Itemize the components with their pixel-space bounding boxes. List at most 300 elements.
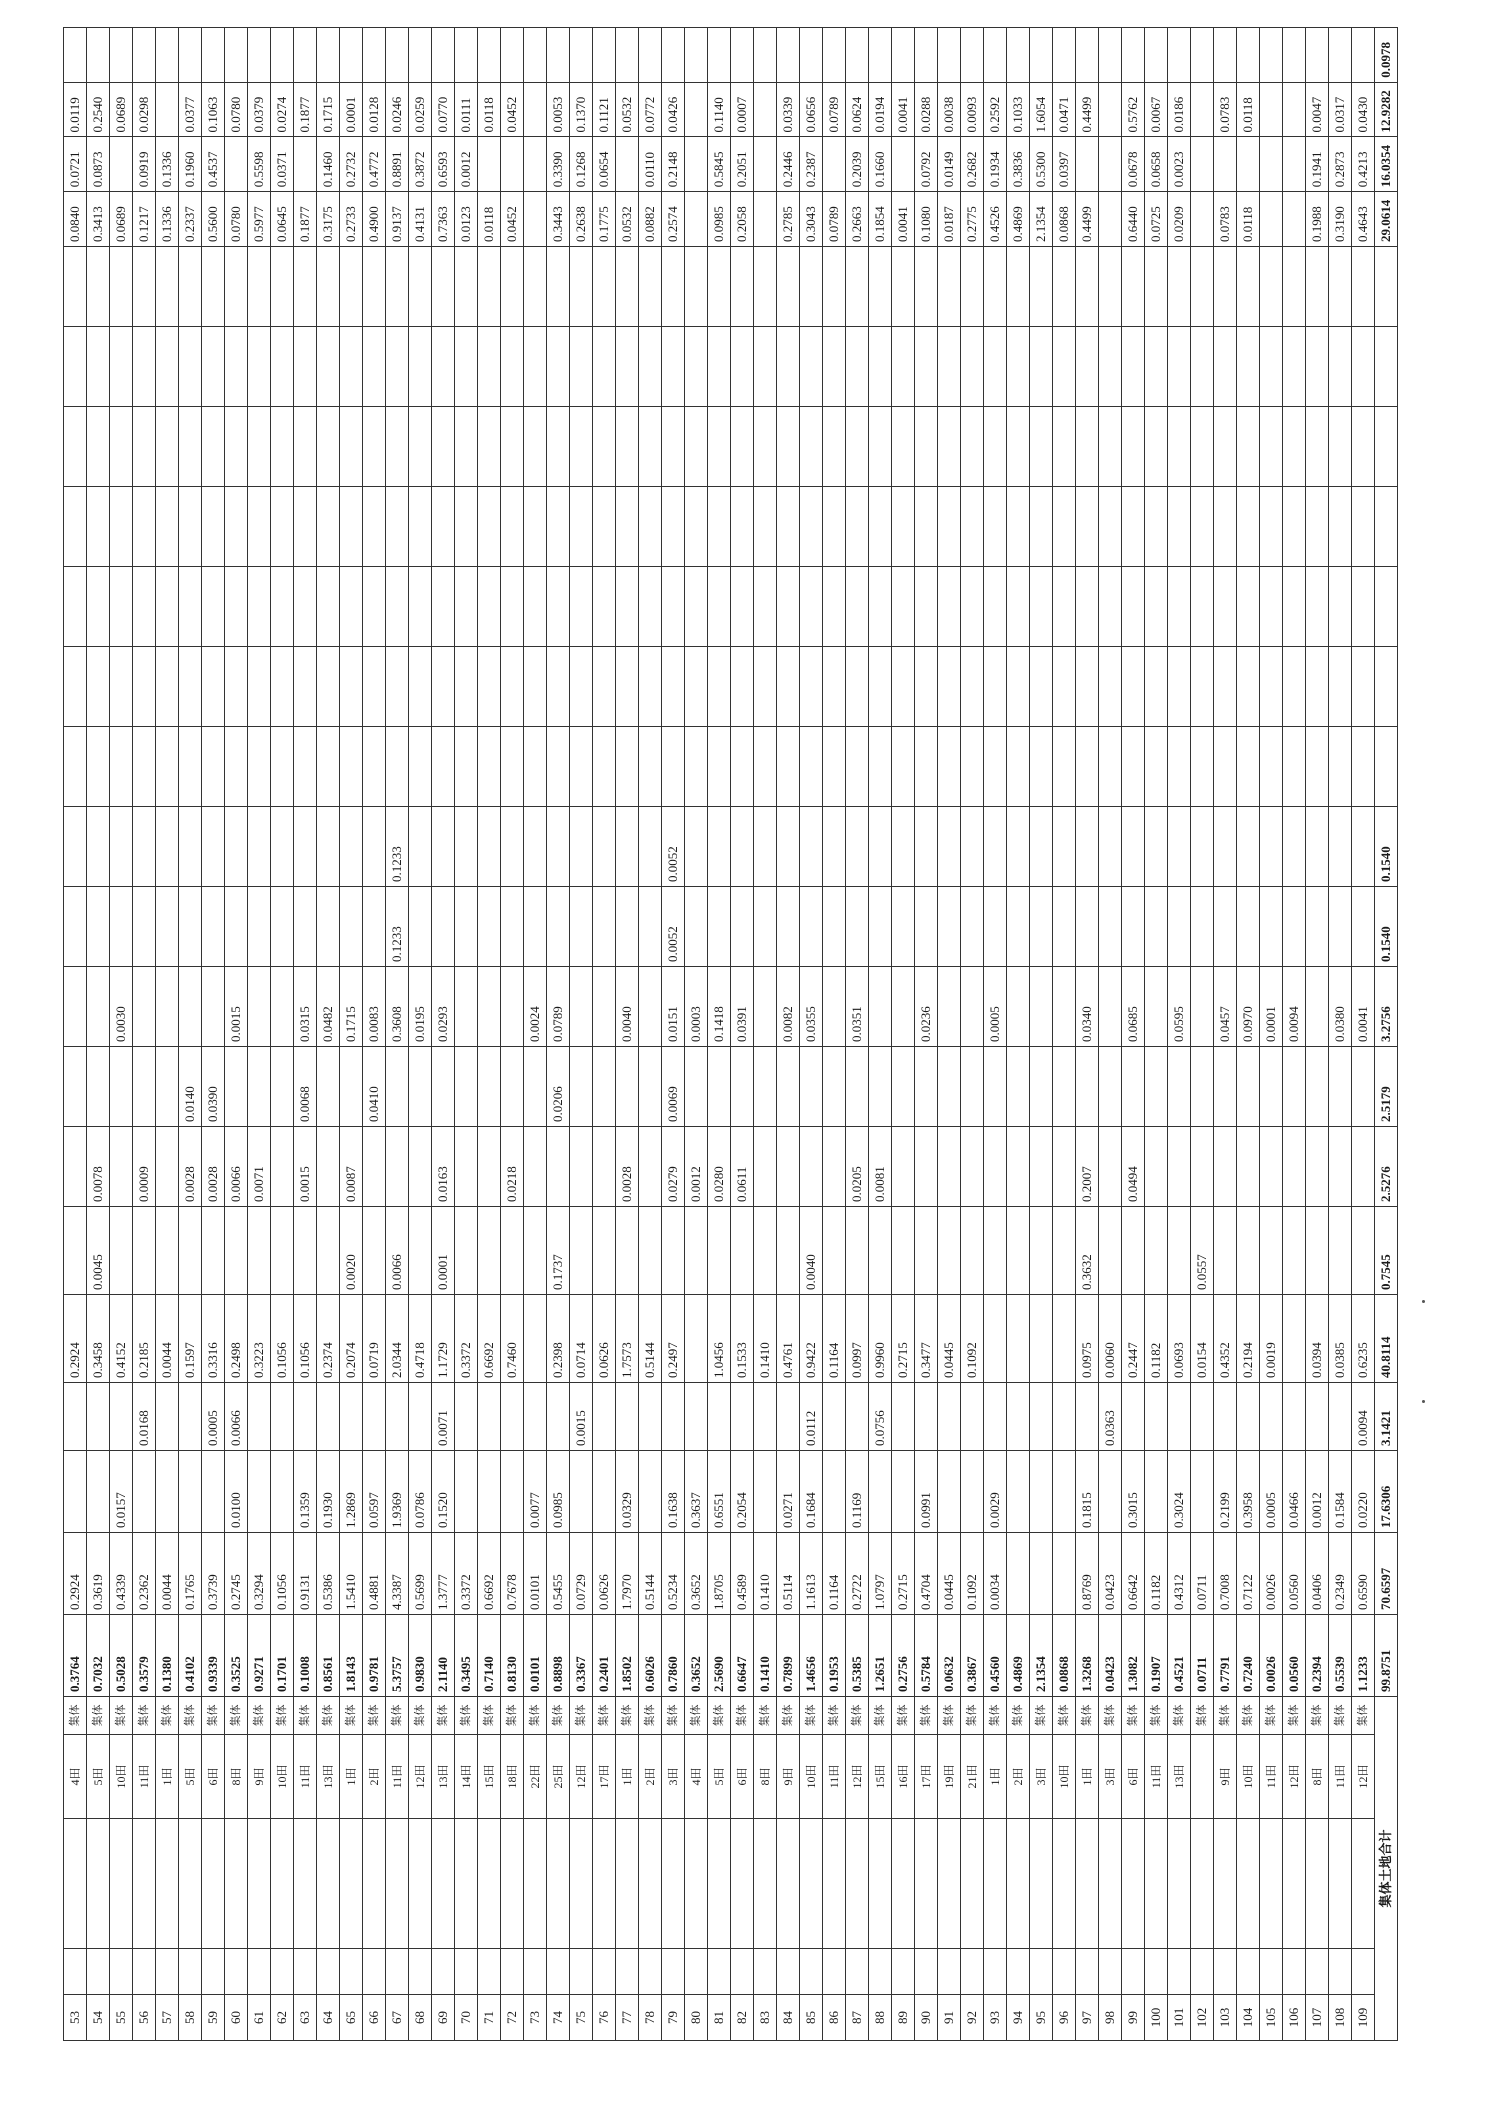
area-value-cell	[1352, 887, 1375, 967]
township-cell	[271, 1949, 294, 1995]
area-value-cell: 0.7140	[478, 1615, 501, 1697]
parcel-cell: 11田	[294, 1735, 317, 1819]
area-value-cell	[892, 1047, 915, 1127]
area-value-cell: 0.2148	[662, 137, 685, 192]
area-value-cell: 0.7860	[662, 1615, 685, 1697]
area-value-cell: 0.0101	[524, 1533, 547, 1615]
area-value-cell: 0.0052	[662, 887, 685, 967]
area-value-cell	[754, 407, 777, 487]
row-number-cell: 57	[156, 1995, 179, 2041]
area-value-cell	[777, 1127, 800, 1207]
area-value-cell	[524, 487, 547, 567]
area-value-cell	[271, 327, 294, 407]
row-number-cell: 91	[938, 1995, 961, 2041]
area-value-cell: 0.2722	[846, 1533, 869, 1615]
area-value-cell: 0.4312	[1168, 1533, 1191, 1615]
area-value-cell: 0.6692	[478, 1533, 501, 1615]
area-value-cell	[892, 1383, 915, 1451]
ownership-type-cell: 集体	[386, 1697, 409, 1735]
area-value-cell	[616, 807, 639, 887]
area-value-cell	[478, 247, 501, 327]
area-value-cell: 0.0991	[915, 1451, 938, 1533]
area-value-cell	[1329, 1383, 1352, 1451]
parcel-cell: 10田	[1237, 1735, 1260, 1819]
area-value-cell	[156, 887, 179, 967]
area-value-cell	[938, 647, 961, 727]
area-value-cell	[248, 487, 271, 567]
ownership-type-cell: 集体	[547, 1697, 570, 1735]
area-value-cell: 0.0595	[1168, 967, 1191, 1047]
area-value-cell: 2.1354	[1030, 1615, 1053, 1697]
area-value-cell: 0.0029	[984, 1451, 1007, 1533]
area-value-cell	[1007, 567, 1030, 647]
area-value-cell: 0.0030	[110, 967, 133, 1047]
area-value-cell	[1260, 327, 1283, 407]
parcel-cell: 13田	[1168, 1735, 1191, 1819]
area-value-cell	[156, 1127, 179, 1207]
area-value-cell	[478, 137, 501, 192]
area-value-cell	[1237, 327, 1260, 407]
village-cell	[915, 1819, 938, 1949]
area-value-cell	[271, 28, 294, 83]
area-value-cell: 0.0532	[616, 192, 639, 247]
area-value-cell: 0.3024	[1168, 1451, 1191, 1533]
area-value-cell: 0.2387	[800, 137, 823, 192]
area-value-cell: 0.0271	[777, 1451, 800, 1533]
area-value-cell	[455, 807, 478, 887]
row-number-cell: 67	[386, 1995, 409, 2041]
area-value-cell	[800, 28, 823, 83]
table-row	[662, 28, 685, 2041]
area-value-cell	[938, 247, 961, 327]
table-row	[1352, 28, 1375, 2041]
area-value-cell	[616, 28, 639, 83]
township-cell	[593, 1949, 616, 1995]
area-value-cell: 0.1056	[271, 1295, 294, 1383]
area-value-cell	[225, 327, 248, 407]
area-value-cell	[248, 887, 271, 967]
area-value-cell	[271, 567, 294, 647]
area-value-cell	[432, 28, 455, 83]
area-value-cell: 0.0689	[110, 82, 133, 137]
area-value-cell	[524, 647, 547, 727]
area-value-cell: 0.4352	[1214, 1295, 1237, 1383]
area-value-cell	[1306, 647, 1329, 727]
village-cell	[1168, 1819, 1191, 1949]
area-value-cell: 0.2745	[225, 1533, 248, 1615]
area-value-cell	[1283, 1207, 1306, 1295]
area-value-cell	[639, 567, 662, 647]
area-value-cell: 0.6440	[1122, 192, 1145, 247]
village-cell	[1237, 1819, 1260, 1949]
area-value-cell	[961, 807, 984, 887]
area-value-cell	[340, 727, 363, 807]
area-value-cell: 1.8705	[708, 1533, 731, 1615]
row-number-cell: 84	[777, 1995, 800, 2041]
area-value-cell: 0.0110	[639, 137, 662, 192]
area-value-cell	[639, 727, 662, 807]
area-value-cell: 0.0066	[225, 1127, 248, 1207]
area-value-cell	[1145, 1207, 1168, 1295]
area-value-cell: 0.0034	[984, 1533, 1007, 1615]
area-value-cell	[1260, 1047, 1283, 1127]
area-value-cell: 0.2401	[593, 1615, 616, 1697]
area-value-cell	[1237, 567, 1260, 647]
area-value-cell	[248, 647, 271, 727]
area-value-cell: 0.0882	[639, 192, 662, 247]
area-value-cell	[294, 567, 317, 647]
area-value-cell: 1.5410	[340, 1533, 363, 1615]
parcel-cell: 21田	[961, 1735, 984, 1819]
area-value-cell	[294, 137, 317, 192]
area-value-cell	[754, 1383, 777, 1451]
area-value-cell	[938, 28, 961, 83]
table-row	[501, 28, 524, 2041]
area-value-cell	[1237, 887, 1260, 967]
area-value-cell: 0.2349	[1329, 1533, 1352, 1615]
area-value-cell: 0.2039	[846, 137, 869, 192]
village-cell	[1122, 1819, 1145, 1949]
area-value-cell	[64, 727, 87, 807]
area-value-cell: 0.0279	[662, 1127, 685, 1207]
township-cell	[1306, 1949, 1329, 1995]
area-value-cell	[823, 407, 846, 487]
row-number-cell: 58	[179, 1995, 202, 2041]
area-value-cell	[501, 1383, 524, 1451]
area-value-cell	[823, 28, 846, 83]
area-value-cell	[1007, 1383, 1030, 1451]
village-cell	[547, 1819, 570, 1949]
area-value-cell	[87, 1047, 110, 1127]
ownership-type-cell: 集体	[616, 1697, 639, 1735]
area-value-cell	[777, 1383, 800, 1451]
area-value-cell: 0.4339	[110, 1533, 133, 1615]
area-value-cell: 0.0015	[570, 1383, 593, 1451]
area-value-cell: 0.1336	[156, 137, 179, 192]
parcel-cell: 11田	[1145, 1735, 1168, 1819]
area-value-cell	[110, 727, 133, 807]
area-value-cell	[685, 1295, 708, 1383]
area-value-cell: 0.0026	[1260, 1615, 1283, 1697]
area-value-cell: 0.6647	[731, 1615, 754, 1697]
table-row	[87, 28, 110, 2041]
area-value-cell	[1237, 1207, 1260, 1295]
area-value-cell: 0.0094	[1352, 1383, 1375, 1451]
area-value-cell	[317, 28, 340, 83]
village-cell	[1283, 1819, 1306, 1949]
area-value-cell	[202, 887, 225, 967]
area-value-cell	[892, 137, 915, 192]
area-value-cell: 0.1268	[570, 137, 593, 192]
area-value-cell	[731, 407, 754, 487]
area-value-cell	[984, 1127, 1007, 1207]
township-cell	[1030, 1949, 1053, 1995]
row-number-cell: 54	[87, 1995, 110, 2041]
area-value-cell	[616, 487, 639, 567]
area-value-cell	[984, 28, 1007, 83]
area-value-cell	[248, 1383, 271, 1451]
area-value-cell	[64, 247, 87, 327]
area-value-cell: 0.7363	[432, 192, 455, 247]
area-value-cell	[1030, 407, 1053, 487]
row-number-cell: 105	[1260, 1995, 1283, 2041]
area-value-cell	[317, 727, 340, 807]
area-value-cell	[846, 407, 869, 487]
area-value-cell	[478, 807, 501, 887]
area-value-cell	[340, 1047, 363, 1127]
area-value-cell: 0.7240	[1237, 1615, 1260, 1697]
area-value-cell	[524, 28, 547, 83]
area-value-cell: 0.0157	[110, 1451, 133, 1533]
village-cell	[409, 1819, 432, 1949]
area-value-cell	[1122, 887, 1145, 967]
area-value-cell: 0.0406	[1306, 1533, 1329, 1615]
area-value-cell	[570, 1207, 593, 1295]
area-value-cell	[524, 1207, 547, 1295]
area-value-cell: 0.5300	[1030, 137, 1053, 192]
area-value-cell	[386, 407, 409, 487]
area-value-cell: 0.7032	[87, 1615, 110, 1697]
area-value-cell	[823, 647, 846, 727]
area-value-cell	[547, 567, 570, 647]
area-value-cell	[409, 887, 432, 967]
township-cell	[248, 1949, 271, 1995]
parcel-cell: 4田	[64, 1735, 87, 1819]
area-value-cell	[754, 887, 777, 967]
area-value-cell	[1260, 137, 1283, 192]
area-value-cell	[915, 487, 938, 567]
area-value-cell	[1145, 1383, 1168, 1451]
area-value-cell	[363, 407, 386, 487]
row-number-cell: 95	[1030, 1995, 1053, 2041]
area-value-cell	[501, 327, 524, 407]
area-value-cell: 0.2497	[662, 1295, 685, 1383]
area-value-cell: 0.0040	[800, 1207, 823, 1295]
area-value-cell	[225, 28, 248, 83]
area-value-cell: 0.6551	[708, 1451, 731, 1533]
parcel-cell: 1田	[156, 1735, 179, 1819]
area-value-cell: 0.0044	[156, 1533, 179, 1615]
area-value-cell: 0.1233	[386, 807, 409, 887]
area-value-cell	[915, 247, 938, 327]
area-value-cell: 0.4213	[1352, 137, 1375, 192]
area-value-cell	[1191, 727, 1214, 807]
parcel-cell: 3田	[1099, 1735, 1122, 1819]
area-value-cell: 0.0693	[1168, 1295, 1191, 1383]
parcel-cell: 12田	[1283, 1735, 1306, 1819]
area-value-cell	[1237, 727, 1260, 807]
area-value-cell: 0.4869	[1007, 192, 1030, 247]
ownership-type-cell: 集体	[731, 1697, 754, 1735]
area-value-cell	[386, 28, 409, 83]
area-value-cell	[869, 407, 892, 487]
area-value-cell	[1053, 28, 1076, 83]
ownership-type-cell: 集体	[363, 1697, 386, 1735]
area-value-cell: 0.1182	[1145, 1533, 1168, 1615]
area-value-cell	[984, 1383, 1007, 1451]
row-number-cell: 63	[294, 1995, 317, 2041]
area-value-cell: 1.0456	[708, 1295, 731, 1383]
area-value-cell	[294, 28, 317, 83]
area-value-cell	[248, 727, 271, 807]
area-value-cell	[570, 887, 593, 967]
area-value-cell: 0.3372	[455, 1295, 478, 1383]
area-value-cell: 0.0100	[225, 1451, 248, 1533]
area-value-cell	[547, 28, 570, 83]
area-value-cell	[639, 1047, 662, 1127]
area-value-cell	[1283, 807, 1306, 887]
area-value-cell	[639, 1383, 662, 1451]
village-cell	[639, 1819, 662, 1949]
area-value-cell: 0.1520	[432, 1451, 455, 1533]
area-value-cell	[1283, 1383, 1306, 1451]
area-value-cell	[869, 727, 892, 807]
area-value-cell	[156, 487, 179, 567]
area-value-cell: 0.5385	[846, 1615, 869, 1697]
area-value-cell	[1007, 727, 1030, 807]
parcel-cell: 5田	[179, 1735, 202, 1819]
row-number-cell: 104	[1237, 1995, 1260, 2041]
area-value-cell	[800, 1047, 823, 1127]
parcel-cell: 10田	[110, 1735, 133, 1819]
area-value-cell	[133, 1207, 156, 1295]
scan-speck	[1422, 1300, 1425, 1303]
area-value-cell: 0.3458	[87, 1295, 110, 1383]
area-value-cell: 0.0557	[1191, 1207, 1214, 1295]
parcel-cell: 12田	[570, 1735, 593, 1819]
area-value-cell: 0.3637	[685, 1451, 708, 1533]
area-value-cell	[1329, 1127, 1352, 1207]
row-number-cell: 80	[685, 1995, 708, 2041]
area-value-cell	[731, 647, 754, 727]
total-value-cell: 29.0614	[1375, 192, 1398, 247]
area-value-cell	[340, 807, 363, 887]
ownership-type-cell: 集体	[685, 1697, 708, 1735]
area-value-cell: 4.3387	[386, 1533, 409, 1615]
area-value-cell: 0.0985	[708, 192, 731, 247]
total-row	[1375, 28, 1398, 2041]
area-value-cell	[616, 887, 639, 967]
area-value-cell	[1260, 28, 1283, 83]
area-value-cell	[1030, 727, 1053, 807]
area-value-cell	[524, 192, 547, 247]
area-value-cell	[64, 28, 87, 83]
area-value-cell: 0.0015	[225, 967, 248, 1047]
area-value-cell: 0.2924	[64, 1295, 87, 1383]
area-value-cell: 0.1410	[754, 1615, 777, 1697]
area-value-cell	[800, 887, 823, 967]
table-body	[64, 28, 1398, 2041]
area-value-cell	[869, 807, 892, 887]
ownership-type-cell: 集体	[248, 1697, 271, 1735]
table-row	[800, 28, 823, 2041]
table-row	[524, 28, 547, 2041]
area-value-cell: 0.6026	[639, 1615, 662, 1697]
area-value-cell	[248, 1451, 271, 1533]
area-value-cell: 0.4881	[363, 1533, 386, 1615]
area-value-cell: 0.0293	[432, 967, 455, 1047]
township-cell	[846, 1949, 869, 1995]
area-value-cell	[1191, 1127, 1214, 1207]
area-value-cell	[1076, 647, 1099, 727]
area-value-cell	[1237, 407, 1260, 487]
area-value-cell	[1053, 407, 1076, 487]
area-value-cell: 0.0280	[708, 1127, 731, 1207]
area-value-cell: 0.0394	[1306, 1295, 1329, 1383]
area-value-cell: 0.1941	[1306, 137, 1329, 192]
area-value-cell	[1283, 487, 1306, 567]
area-value-cell	[1168, 567, 1191, 647]
area-value-cell	[915, 28, 938, 83]
area-value-cell: 0.2574	[662, 192, 685, 247]
table-row	[823, 28, 846, 2041]
area-value-cell	[823, 137, 846, 192]
area-value-cell	[1352, 647, 1375, 727]
area-value-cell	[547, 247, 570, 327]
area-value-cell	[846, 247, 869, 327]
area-value-cell: 0.0714	[570, 1295, 593, 1383]
area-value-cell: 0.1182	[1145, 1295, 1168, 1383]
area-value-cell	[248, 247, 271, 327]
area-value-cell: 0.5386	[317, 1533, 340, 1615]
area-value-cell	[1145, 327, 1168, 407]
table-row	[1283, 28, 1306, 2041]
area-value-cell	[363, 1127, 386, 1207]
area-value-cell	[685, 647, 708, 727]
area-value-cell: 0.1701	[271, 1615, 294, 1697]
area-value-cell	[915, 1207, 938, 1295]
area-value-cell	[1237, 137, 1260, 192]
area-value-cell	[294, 1383, 317, 1451]
area-value-cell	[915, 407, 938, 487]
area-value-cell: 0.2374	[317, 1295, 340, 1383]
area-value-cell	[225, 727, 248, 807]
area-value-cell: 0.2498	[225, 1295, 248, 1383]
area-value-cell	[1214, 247, 1237, 327]
area-value-cell: 1.1729	[432, 1295, 455, 1383]
area-value-cell	[685, 327, 708, 407]
area-value-cell	[1053, 727, 1076, 807]
area-value-cell: 0.0045	[87, 1207, 110, 1295]
table-row	[915, 28, 938, 2041]
area-value-cell	[961, 327, 984, 407]
area-value-cell	[501, 1047, 524, 1127]
township-cell	[616, 1949, 639, 1995]
row-number-cell: 69	[432, 1995, 455, 2041]
area-value-cell	[363, 727, 386, 807]
area-value-cell	[179, 1383, 202, 1451]
area-value-cell: 0.2337	[179, 192, 202, 247]
area-value-cell	[547, 327, 570, 407]
area-value-cell	[386, 647, 409, 727]
area-value-cell: 1.8502	[616, 1615, 639, 1697]
township-cell	[1007, 1949, 1030, 1995]
area-value-cell: 0.0725	[1145, 192, 1168, 247]
row-number-cell: 94	[1007, 1995, 1030, 2041]
area-value-cell	[1168, 727, 1191, 807]
area-value-cell	[225, 247, 248, 327]
area-value-cell	[317, 1207, 340, 1295]
area-value-cell: 0.1092	[961, 1295, 984, 1383]
area-value-cell: 0.0298	[133, 82, 156, 137]
area-value-cell: 0.0087	[340, 1127, 363, 1207]
area-value-cell	[455, 1451, 478, 1533]
area-value-cell	[823, 1207, 846, 1295]
area-value-cell	[708, 567, 731, 647]
area-value-cell	[547, 887, 570, 967]
area-value-cell: 0.0083	[363, 967, 386, 1047]
area-value-cell: 0.0026	[1260, 1533, 1283, 1615]
